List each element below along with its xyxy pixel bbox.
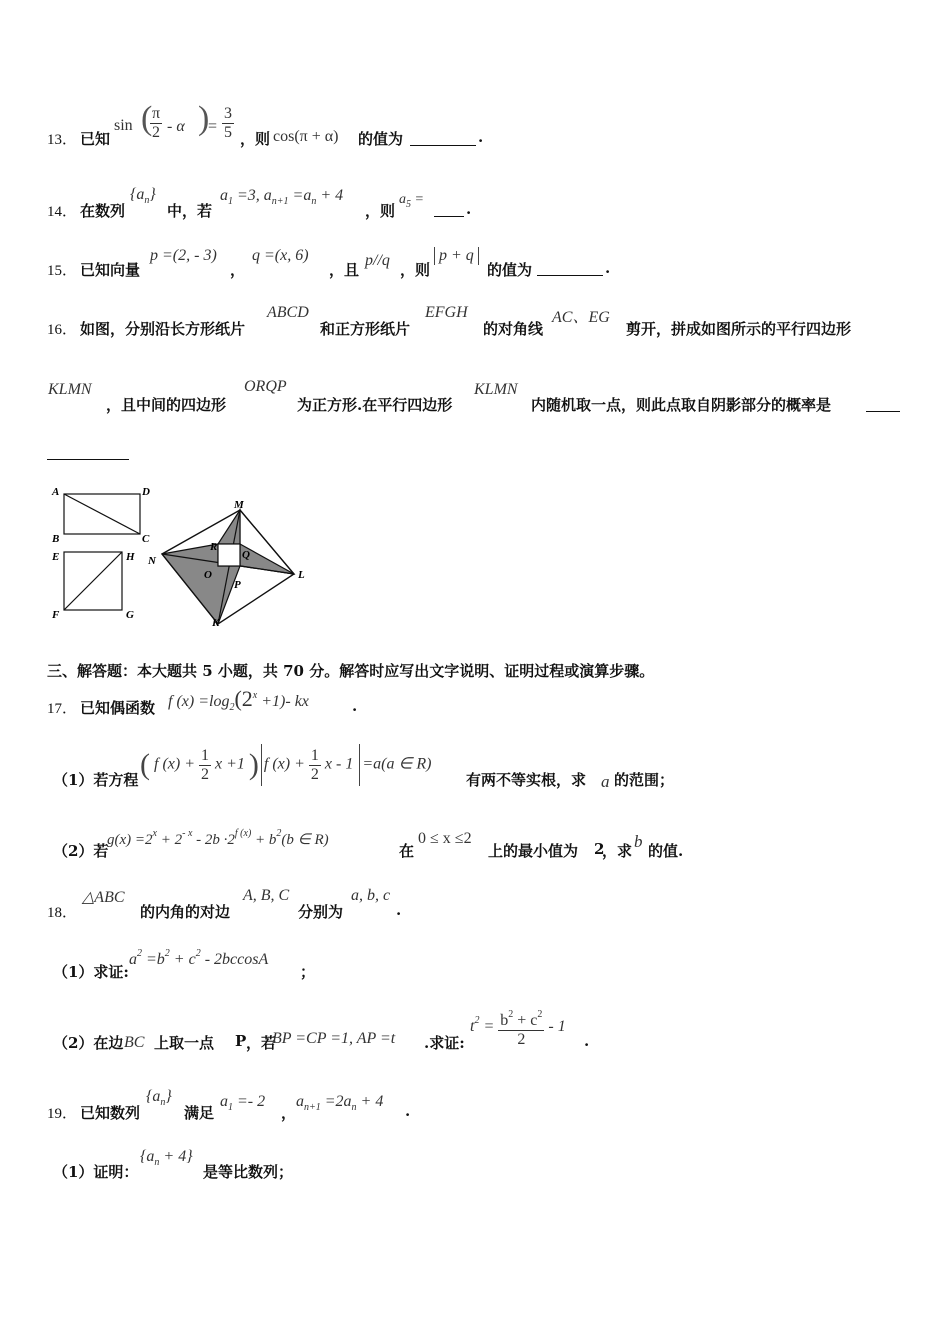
figure-label-f: F: [52, 609, 60, 621]
q19-lead: 已知数列: [80, 1104, 141, 1122]
q17-function: f $(x) =\log_2(2^x +1)-$ kx: [168, 686, 309, 713]
q18-p1-equation: $a^2 =b^2 + c^2 - 2bccosA$: [129, 948, 269, 968]
q13-tail: ，则: [240, 130, 271, 148]
q18-mid: 的内角的对边: [140, 903, 231, 921]
q13-cos: cos(π + α): [273, 128, 339, 145]
q15-blank[interactable]: [537, 274, 603, 276]
q15-number: 15．: [47, 263, 78, 279]
q15-and: ，且: [329, 261, 360, 279]
q18-p2-label: （2）在边: [53, 1034, 124, 1052]
q16-klmn-2: KLMN: [474, 381, 518, 398]
q18-angles: A, B, C: [243, 887, 290, 904]
figure-label-l: L: [298, 569, 305, 581]
q18-p2-end: .: [584, 1032, 590, 1050]
q17-number: 17．: [47, 701, 78, 717]
figure-label-q: Q: [242, 549, 250, 561]
q17-p1-label: （1）若方程: [53, 771, 139, 789]
q17-lead: 已知偶函数: [80, 699, 156, 717]
q15-q: q =(x, 6): [252, 247, 309, 264]
q19-sat: 满足: [184, 1104, 215, 1122]
q16-lead: 如图，分别沿长方形纸片: [80, 320, 246, 338]
figure-label-c: C: [142, 533, 150, 545]
q19-sep: ，: [281, 1104, 297, 1122]
q18-sides: a, b, c: [351, 887, 391, 904]
figure-label-n: N: [148, 555, 156, 567]
q16-blank-b[interactable]: [47, 458, 129, 460]
q13-number: 13．: [47, 132, 78, 148]
figure-label-h: H: [126, 551, 135, 563]
q17-p2-g: $g(x) =2^x + 2^{- x} - 2b \cdot 2^{f (x)} + b^2(b$ ∈ R): [107, 828, 329, 848]
q15-tail: 的值为: [487, 261, 533, 279]
q17-p2-tail: 上的最小值为: [488, 842, 579, 860]
q17-p1-equation: ( f (x) + $\frac{1}{2}$ x +1 ) f (x) + $\frac{1}{2}$ x - 1 =a(a ∈ R): [140, 744, 432, 786]
q18-p2-equation: $t^2$ = $\frac{b^2 + c^2}{2}$ - 1: [470, 1006, 566, 1049]
figure-label-r: R: [210, 541, 218, 553]
q15-end: .: [605, 259, 611, 277]
q18-number: 18．: [47, 905, 78, 921]
q16-line2-c: 内随机取一点，则此点取自阴影部分的概率是: [531, 396, 832, 414]
q14-lead: 在数列: [80, 202, 126, 220]
q16-number: 16．: [47, 322, 78, 338]
figure-label-d: D: [142, 486, 150, 498]
q18-mid2: 分别为: [298, 903, 344, 921]
q18-triangle: △ABC: [82, 889, 125, 906]
figure-label-o: O: [204, 569, 212, 581]
q13-lead: 已知: [80, 130, 111, 148]
q17-p1-end: 的范围；: [614, 771, 675, 789]
q15-parallel: p//q: [365, 252, 390, 269]
q14-number: 14．: [47, 204, 78, 220]
q16-tail: 剪开，拼成如图所示的平行四边形: [626, 320, 852, 338]
q16-efgh: EFGH: [425, 304, 468, 321]
figure-label-k: K: [212, 617, 220, 629]
figure-label-g: G: [126, 609, 134, 621]
q13-lparen: (: [141, 100, 153, 137]
q13-blank[interactable]: [410, 144, 476, 146]
q15-p: p =(2, - 3): [150, 247, 217, 264]
q19-end: .: [405, 1102, 411, 1120]
q16-line2-a: ，且中间的四边形: [106, 396, 227, 414]
q13-sin: sin: [114, 117, 133, 134]
figure-label-e: E: [52, 551, 60, 563]
q13-pi-over-2: $\frac{\pi}{2}$: [152, 105, 161, 141]
q18-p2-mid: 上取一点: [154, 1034, 215, 1052]
q14-mid: 中，若: [167, 202, 213, 220]
diag-eg: [64, 552, 122, 610]
q14-recurrence: $a_1 =3$, $a_{n+1} =a_n + 4$: [220, 187, 344, 207]
q16-diag: 的对角线: [483, 320, 544, 338]
q15-sep: ，: [230, 261, 246, 279]
q16-line2-b: 为正方形.在平行四边形: [297, 396, 453, 414]
q14-end: .: [466, 200, 472, 218]
q17-p1-a: a: [601, 772, 610, 791]
q18-p1-label: （1）求证:: [53, 963, 129, 981]
q13-rparen: ): [198, 100, 210, 137]
q18-end: .: [396, 901, 402, 919]
q16-abcd: ABCD: [267, 304, 309, 321]
parallelogram-klmn: [162, 510, 294, 624]
q16-figure: [44, 480, 314, 630]
q13-minus-alpha: - α: [167, 118, 185, 135]
q17-p2-in: 在: [399, 842, 415, 860]
section3-title: 三、解答题：本大题共 5 小题，共 70 分。解答时应写出文字说明、证明过程或演算步骤。: [47, 662, 655, 680]
q17-p2-end: 的值.: [648, 842, 684, 860]
q18-p1-end: ；: [300, 963, 316, 981]
q16-ac-eg: AC、EG: [552, 309, 610, 326]
q13-three-fifths: $\frac{3}{5}$: [224, 105, 232, 141]
q19-recurrence: $a_{n+1} =2a_n + 4$: [296, 1093, 384, 1113]
figure-label-b: B: [52, 533, 60, 545]
q18-p2-if: ，若: [246, 1034, 277, 1052]
figure-label-p: P: [234, 579, 241, 591]
q17-p2-ask: ，求: [602, 842, 633, 860]
q13-eq: =: [208, 118, 218, 135]
q17-p2-b: b: [634, 832, 643, 851]
q18-p2-prove: .求证:: [424, 1034, 465, 1052]
q14-a5: $a_5$ =: [399, 192, 424, 210]
figure-label-m: M: [234, 499, 244, 511]
q19-p1-seq: $\{a_n + 4\}$: [140, 1148, 193, 1168]
q16-orqp: ORQP: [244, 378, 287, 395]
q17-p2-min: 2: [594, 840, 605, 858]
q15-lead: 已知向量: [80, 261, 141, 279]
figure-label-a: A: [52, 486, 60, 498]
q19-p1-label: （1）证明：: [53, 1163, 139, 1181]
q14-blank[interactable]: [434, 215, 464, 217]
q13-tail2: 的值为: [358, 130, 404, 148]
q19-seq: $\{a_n\}$: [146, 1088, 172, 1108]
q19-number: 19．: [47, 1106, 78, 1122]
q14-tail: ，则: [365, 202, 396, 220]
q15-then: ，则: [400, 261, 431, 279]
q16-blank-a[interactable]: [866, 410, 900, 412]
diag-ac: [64, 494, 140, 534]
q19-p1-tail: 是等比数列；: [203, 1163, 294, 1181]
q17-p1-tail: 有两不等实根，求: [466, 771, 587, 789]
q13-end: .: [478, 128, 484, 146]
q18-p2-condition: BP =CP =1, AP =t: [272, 1030, 396, 1047]
q16-and: 和正方形纸片: [320, 320, 411, 338]
q17-end: .: [352, 697, 358, 715]
q14-seq: $\{a_n\}$: [130, 186, 156, 206]
q15-abs: p + q: [434, 247, 479, 265]
q18-p2-bc: BC: [124, 1034, 145, 1051]
q18-p2-P: P: [235, 1032, 247, 1050]
q16-klmn: KLMN: [48, 381, 92, 398]
q19-a1: $a_1 =- 2$: [220, 1093, 266, 1113]
q17-p2-label: （2）若: [53, 842, 109, 860]
q17-p2-range: 0 ≤ x ≤2: [418, 830, 472, 847]
